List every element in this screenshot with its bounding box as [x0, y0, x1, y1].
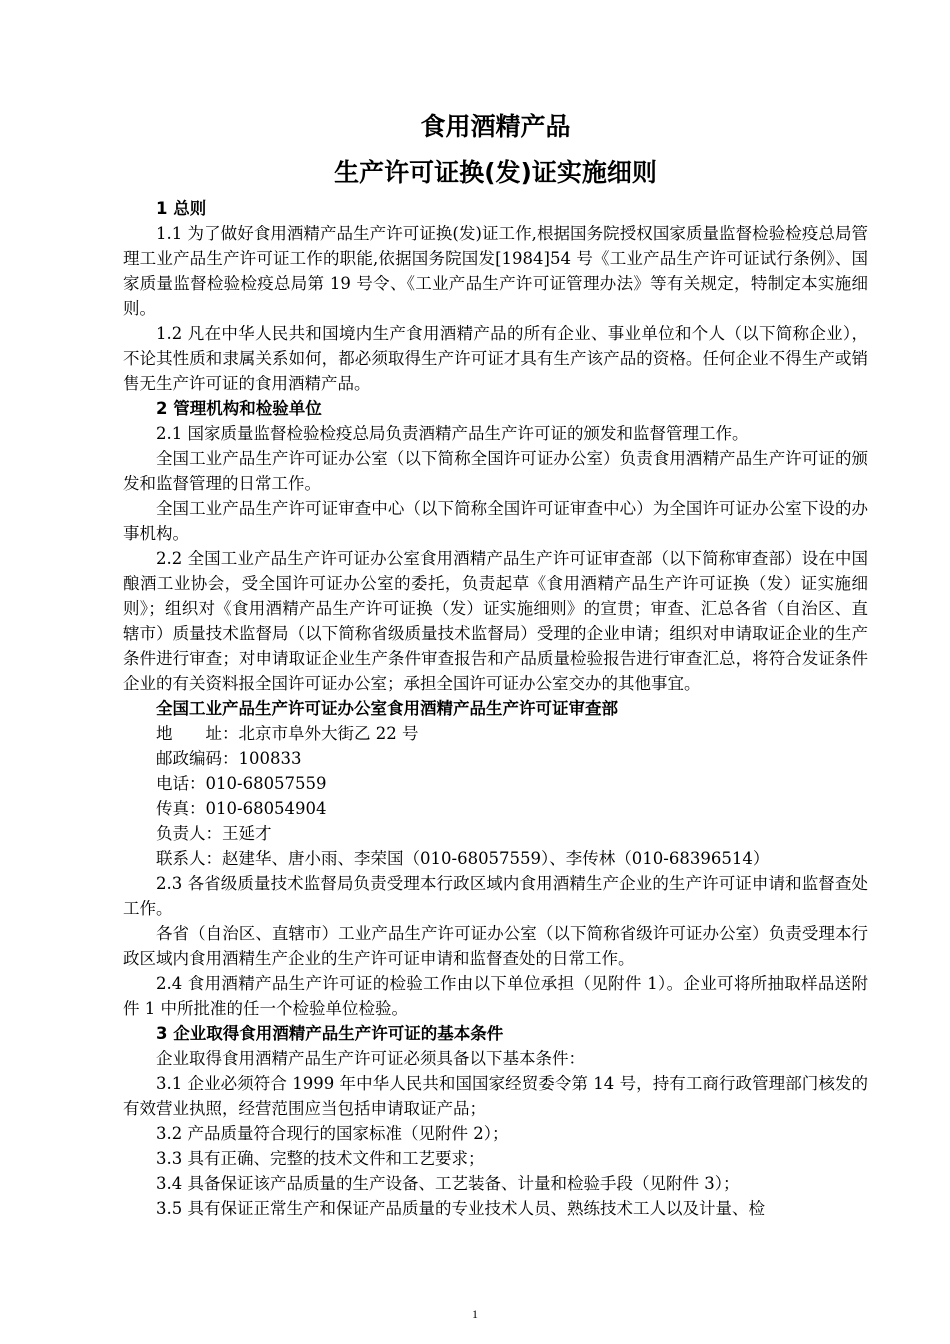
paragraph: 2.2 全国工业产品生产许可证办公室食用酒精产品生产许可证审查部（以下简称审查部）设在中国酿酒工业协会，受全国许可证办公室的委托，负责起草《食用酒精产品生产许可证换（发）证实施细则》；组织对《食用酒精产品生产许可证换（发）证实施细则》的宣贯；审查、汇总各省（自治区、直辖市）质量技术监督局（以下简称省级质量技术监督局）受理的企业申请；组织对申请取证企业的生产条件进行审查；对申请取证企业生产条件审查报告和产品质量检验报告进行审查汇总，将符合发证条件企业的有关资料报全国许可证办公室；承担全国许可证办公室交办的其他事宜。 — [123, 549, 868, 693]
paragraph: 全国工业产品生产许可证审查中心（以下简称全国许可证审查中心）为全国许可证办公室下设的办事机构。 — [123, 499, 868, 543]
paragraph: 负责人：王延才 — [156, 824, 272, 843]
paragraph: 2.1 国家质量监督检验检疫总局负责酒精产品生产许可证的颁发和监督管理工作。 — [156, 424, 749, 443]
paragraph: 地 址：北京市阜外大街乙 22 号 — [156, 724, 419, 743]
document-body — [123, 196, 868, 1221]
paragraph: 电话：010-68057559 — [156, 774, 327, 793]
paragraph: 3.1 企业必须符合 1999 年中华人民共和国国家经贸委令第 14 号，持有工商行政管理部门核发的有效营业执照，经营范围应当包括申请取证产品； — [123, 1074, 868, 1118]
section-heading: 2 管理机构和检验单位 — [156, 399, 322, 418]
paragraph: 各省（自治区、直辖市）工业产品生产许可证办公室（以下简称省级许可证办公室）负责受理本行政区域内食用酒精生产企业的生产许可证申请和监督查处的日常工作。 — [123, 924, 868, 968]
document-page — [123, 104, 868, 1221]
paragraph: 邮政编码：100833 — [156, 749, 302, 768]
section-heading: 1 总则 — [156, 199, 207, 218]
paragraph: 3.3 具有正确、完整的技术文件和工艺要求； — [156, 1149, 485, 1168]
page-number: 1 — [472, 1307, 478, 1321]
section-heading: 3 企业取得食用酒精产品生产许可证的基本条件 — [156, 1024, 504, 1043]
paragraph: 3.2 产品质量符合现行的国家标准（见附件 2）； — [156, 1124, 509, 1143]
paragraph: 企业取得食用酒精产品生产许可证必须具备以下基本条件： — [156, 1049, 585, 1068]
paragraph: 传真：010-68054904 — [156, 799, 327, 818]
paragraph: 1.2 凡在中华人民共和国境内生产食用酒精产品的所有企业、事业单位和个人（以下简称企业），不论其性质和隶属关系如何，都必须取得生产许可证才具有生产该产品的资格。任何企业不得生产或销售无生产许可证的食用酒精产品。 — [123, 324, 868, 393]
paragraph: 2.3 各省级质量技术监督局负责受理本行政区域内食用酒精生产企业的生产许可证申请和监督查处工作。 — [123, 874, 868, 918]
paragraph: 全国工业产品生产许可证办公室（以下简称全国许可证办公室）负责食用酒精产品生产许可证的颁发和监督管理的日常工作。 — [123, 449, 868, 493]
document-title-line1: 食用酒精产品 — [420, 112, 571, 141]
paragraph: 3.5 具有保证正常生产和保证产品质量的专业技术人员、熟练技术工人以及计量、检 — [156, 1199, 765, 1218]
paragraph: 3.4 具备保证该产品质量的生产设备、工艺装备、计量和检验手段（见附件 3）； — [156, 1174, 740, 1193]
paragraph: 联系人：赵建华、唐小雨、李荣国（010-68057559）、李传林（010-68396514） — [156, 849, 770, 868]
paragraph: 2.4 食用酒精产品生产许可证的检验工作由以下单位承担（见附件 1）。企业可将所抽取样品送附件 1 中所批准的任一个检验单位检验。 — [123, 974, 868, 1018]
office-name-label: 全国工业产品生产许可证办公室食用酒精产品生产许可证审查部 — [156, 699, 618, 718]
paragraph: 1.1 为了做好食用酒精产品生产许可证换(发)证工作,根据国务院授权国家质量监督检验检疫总局管理工业产品生产许可证工作的职能,依据国务院国发[1984]54 号《工业产品生产许可证试行条例》、国家质量监督检验检疫总局第 19 号令、《工业产品生产许可证管理办法》等有关规定，特制定本实施细则。 — [123, 224, 868, 318]
document-title-line2: 生产许可证换(发)证实施细则 — [334, 158, 657, 187]
